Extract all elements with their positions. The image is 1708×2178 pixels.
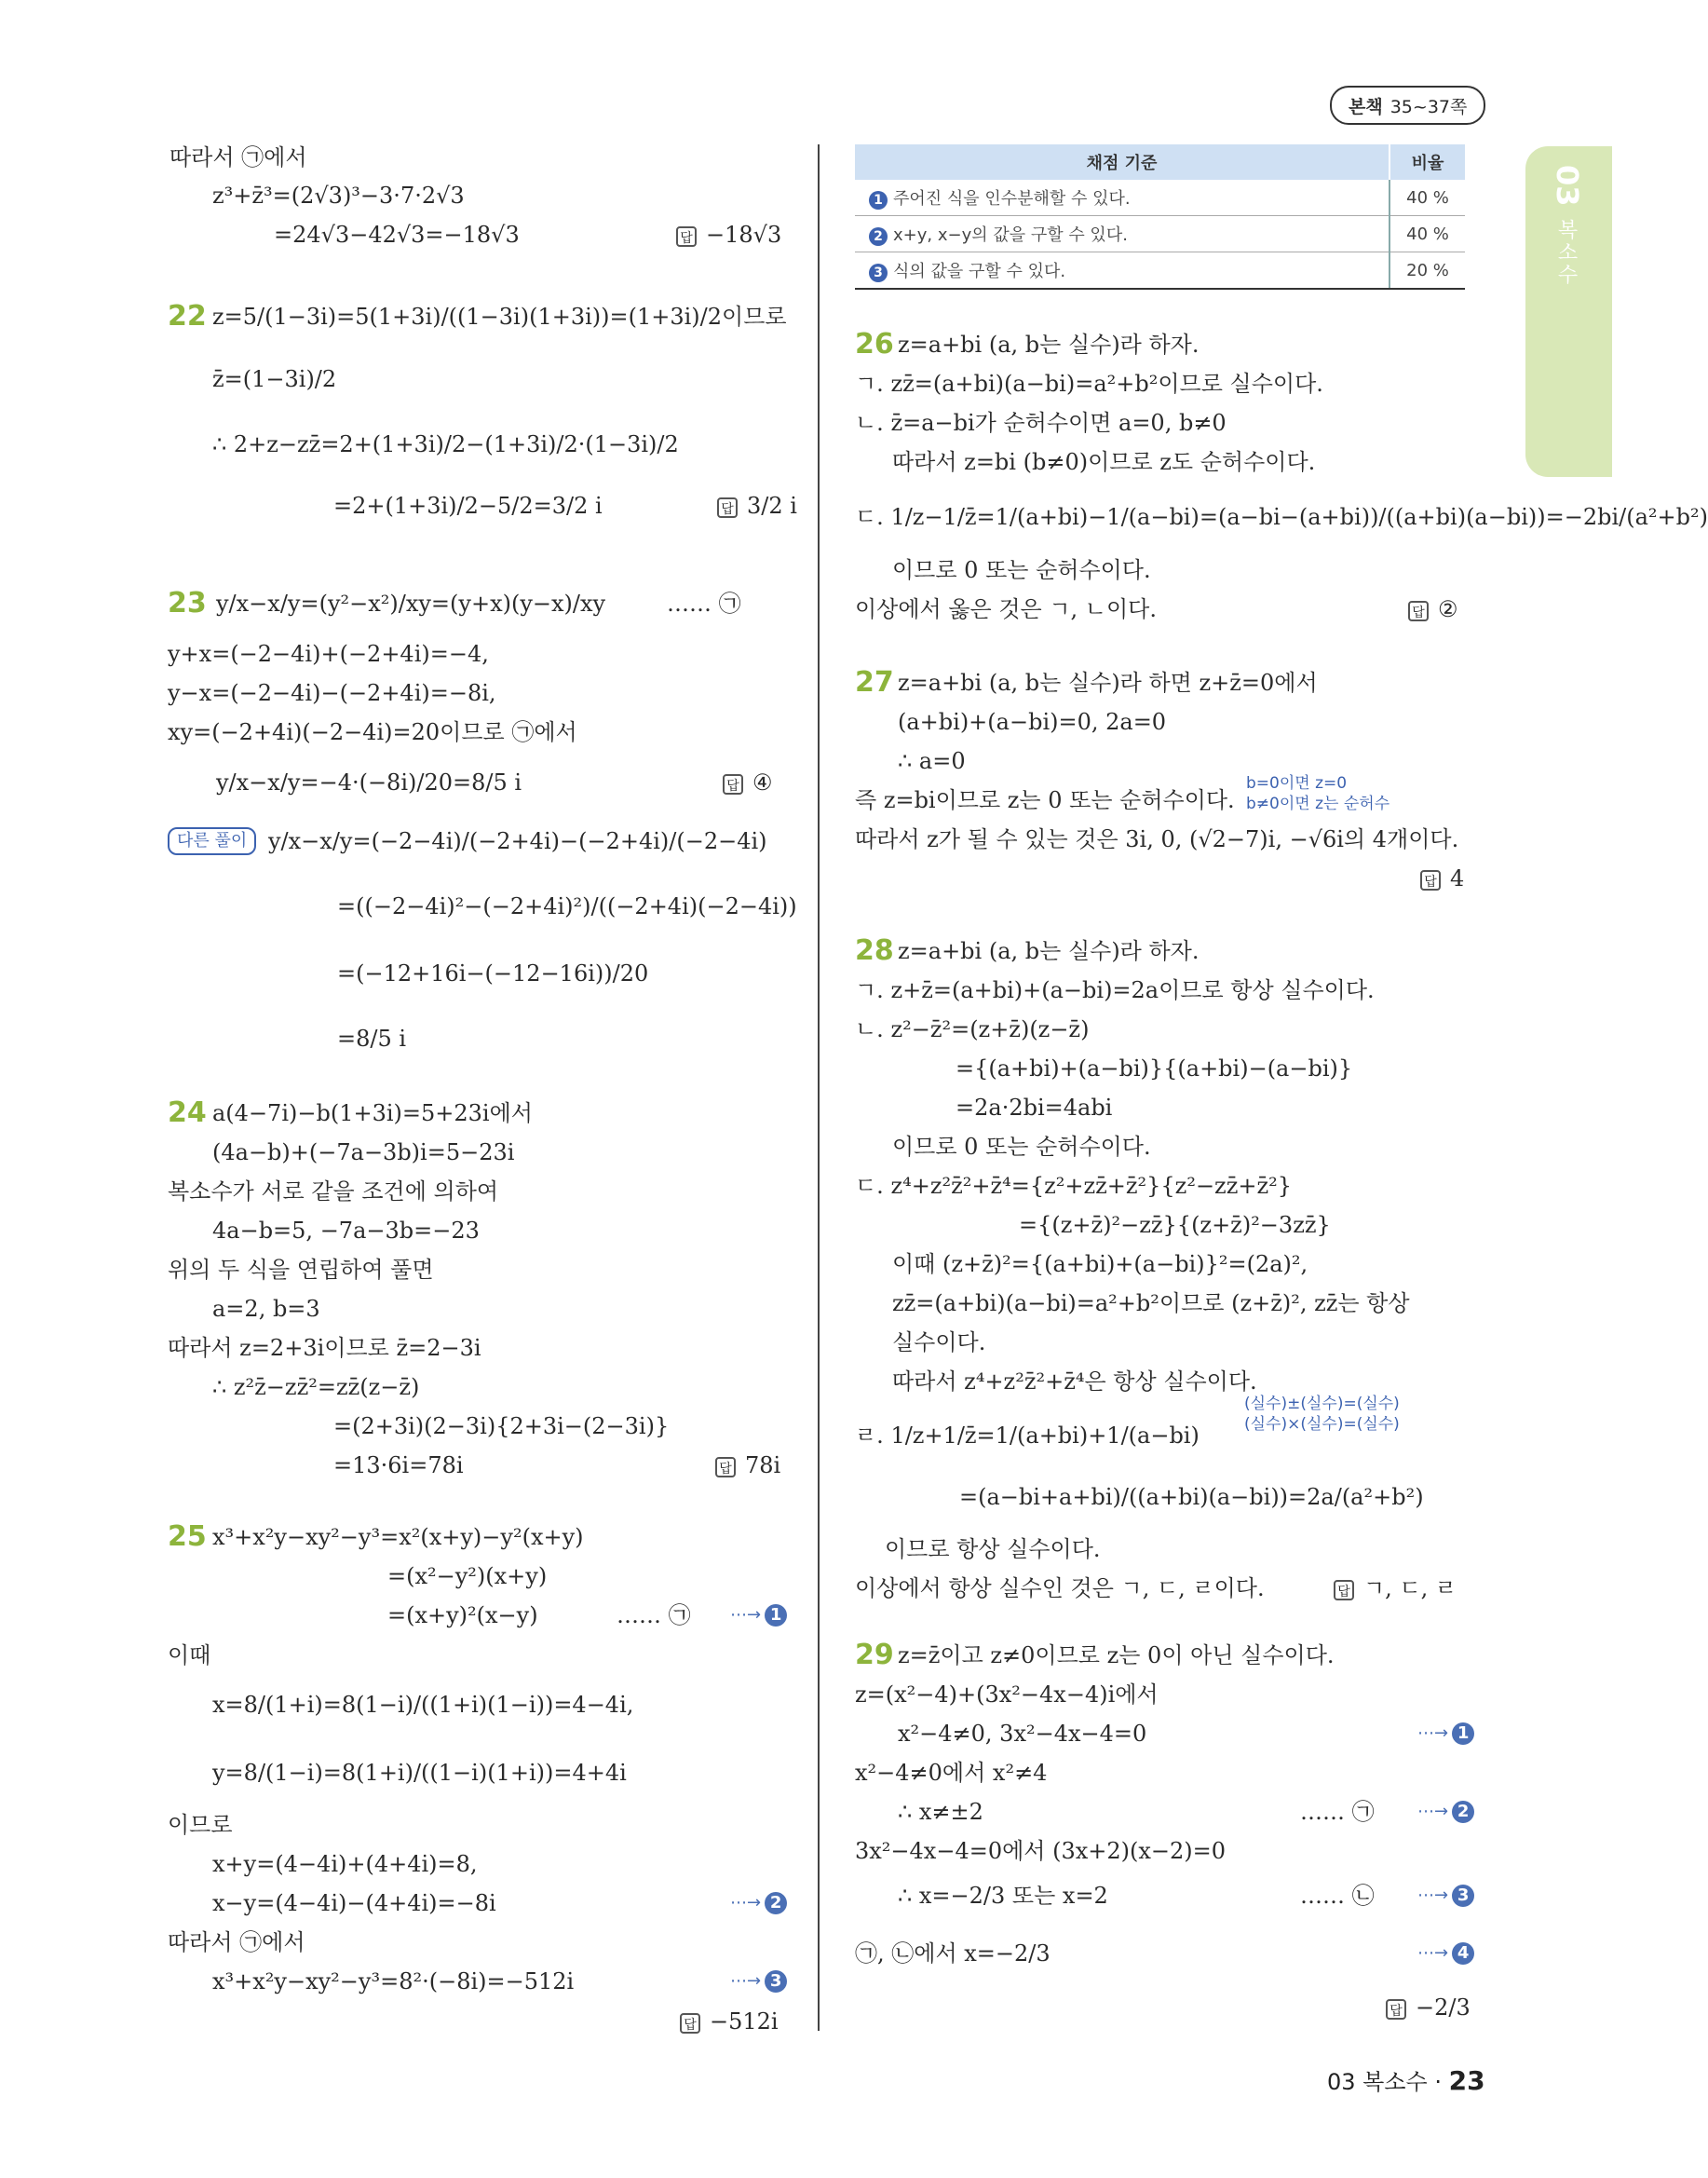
answer-21: 답 −18√3 [676,221,781,249]
solution-line: ㄱ. zz̄=(a+bi)(a−bi)=a²+b²이므로 실수이다. [855,371,1323,397]
answer-icon: 답 [1408,601,1429,621]
solution-line: 복소수가 서로 같을 조건에 의하여 [168,1178,499,1205]
solution-line: x³+x²y−xy²−y³=8²·(−8i)=−512i [212,1968,575,1994]
solution-line: 실수이다. [892,1329,986,1355]
table-row: 3 식의 값을 구할 수 있다. 20 % [855,252,1465,290]
side-note: b=0이면 z=0 [1246,774,1348,793]
solution-line: 따라서 z=bi (b≠0)이므로 z도 순허수이다. [892,449,1316,475]
scoring-step-2: ⋯→ 2 [1417,1799,1474,1825]
chapter-number: 03 [1550,165,1585,207]
solution-line: y/x−x/y=(y²−x²)/xy=(y+x)(y−x)/xy [216,591,606,617]
answer-icon: 답 [717,497,738,518]
solution-line: 이상에서 옳은 것은 ㄱ, ㄴ이다. [855,596,1157,622]
solution-line: =(−12+16i−(−12−16i))/20 [337,960,649,987]
answer-25: 답 −512i [680,2008,779,2035]
scoring-step-3: ⋯→ 3 [1417,1883,1474,1909]
solution-line: ∴ a=0 [898,748,966,774]
alternative-solution-label: 다른 풀이 [168,827,256,855]
answer-icon: 답 [676,226,697,247]
scoring-step-1: ⋯→ 1 [1417,1721,1474,1747]
table-row: 2 x+y, x−y의 값을 구할 수 있다. 40 % [855,216,1465,252]
solution-line: 이므로 0 또는 순허수이다. [892,1134,1151,1160]
solution-line: =(2+3i)(2−3i){2+3i−(2−3i)} [333,1413,670,1439]
solution-line: ㄴ. z²−z̄²=(z+z̄)(z−z̄) [855,1016,1090,1042]
answer-23: 답 ④ [723,769,773,796]
answer-icon: 답 [1386,1999,1406,2020]
textbook-page-reference-badge: 본책 35~37쪽 [1330,86,1485,125]
scoring-step-2: ⋯→ 2 [730,1890,787,1916]
criteria-number: 1 [869,191,888,210]
problem-number-23: 23 [168,587,207,619]
solution-line: z=a+bi (a, b는 실수)라 하자. [898,938,1200,964]
answer-icon: 답 [680,2013,700,2034]
solution-line: 따라서 z가 될 수 있는 것은 3i, 0, (√2−7)i, −√6i의 4개이다. [855,826,1459,852]
solution-line: 위의 두 식을 연립하여 풀면 [168,1257,434,1283]
solution-line: x²−4≠0, 3x²−4x−4=0 [898,1721,1147,1747]
ratio-header: 비율 [1389,144,1465,180]
solution-line: =2+(1+3i)/2−5/2=3/2 i [333,493,603,519]
footer-chapter: 03 복소수 · [1327,2069,1442,2095]
answer-icon: 답 [723,774,743,795]
side-note: (실수)×(실수)=(실수) [1244,1415,1400,1434]
solution-line: ={(z+z̄)²−zz̄}{(z+z̄)²−3zz̄} [1019,1212,1331,1238]
criteria-number: 3 [869,264,888,282]
page-footer [1327,2063,1485,2096]
solution-line: (4a−b)+(−7a−3b)i=5−23i [212,1139,515,1165]
solution-line: 이때 (z+z̄)²={(a+bi)+(a−bi)}²=(2a)², [892,1251,1308,1277]
solution-line: 이므로 항상 실수이다. [885,1536,1101,1562]
solution-line: x²−4≠0에서 x²≠4 [855,1760,1048,1786]
answer-26: 답 ② [1408,595,1458,623]
solution-line: z=z̄이고 z≠0이므로 z는 0이 아닌 실수이다. [898,1642,1335,1668]
solution-line: ㄹ. 1/z+1/z̄=1/(a+bi)+1/(a−bi) [855,1423,1200,1449]
answer-27: 답 4 [1420,864,1464,892]
solution-line: y−x=(−2−4i)−(−2+4i)=−8i, [168,680,496,706]
solution-line: 즉 z=bi이므로 z는 0 또는 순허수이다. [855,787,1235,813]
problem-number-24: 24 [168,1096,207,1129]
solution-line: y=8/(1−i)=8(1+i)/((1−i)(1+i))=4+4i [212,1760,627,1786]
answer-icon: 답 [715,1457,736,1477]
page-number: 23 [1448,2065,1485,2096]
solution-line: z=(x²−4)+(3x²−4x−4)i에서 [855,1681,1159,1708]
answer-22: 답 3/2 i [717,492,797,520]
solution-line: xy=(−2+4i)(−2−4i)=20이므로 ㉠에서 [168,719,577,745]
equation-mark: …… ㉠ [1300,1799,1375,1825]
column-divider [818,144,820,2031]
solution-line: ㄷ. 1/z−1/z̄=1/(a+bi)−1/(a−bi)=(a−bi−(a+bi))/((a+bi)(a−bi))=−2bi/(a²+b²) [855,504,1708,530]
solution-line: y/x−x/y=(−2−4i)/(−2+4i)−(−2+4i)/(−2−4i) [268,828,767,854]
solution-line: =(x²−y²)(x+y) [387,1563,548,1589]
answer-29: 답 −2/3 [1386,1994,1471,2021]
equation-mark: …… ㉠ [617,1602,691,1628]
chapter-title: 복소수 [1554,219,1578,286]
scoring-step-3: ⋯→ 3 [730,1968,787,1994]
solution-line: z=a+bi (a, b는 실수)라 하면 z+z̄=0에서 [898,670,1318,696]
solution-line: =(a−bi+a+bi)/((a+bi)(a−bi))=2a/(a²+b²) [959,1484,1424,1510]
solution-line: 이때 [168,1642,211,1668]
solution-line: z³+z̄³=(2√3)³−3·7·2√3 [212,183,465,209]
solution-line: 이상에서 항상 실수인 것은 ㄱ, ㄷ, ㄹ이다. [855,1575,1265,1601]
solution-line: x+y=(4−4i)+(4+4i)=8, [212,1851,478,1877]
criteria-header: 채점 기준 [855,144,1389,180]
answer-28: 답 ㄱ, ㄷ, ㄹ [1334,1574,1457,1602]
solution-line: ㄱ. z+z̄=(a+bi)+(a−bi)=2a이므로 항상 실수이다. [855,977,1375,1003]
equation-mark: …… ㉠ [667,591,741,617]
solution-line: ∴ z²z̄−zz̄²=zz̄(z−z̄) [212,1374,420,1400]
solution-line: z̄=(1−3i)/2 [212,366,337,392]
solution-line: zz̄=(a+bi)(a−bi)=a²+b²이므로 (z+z̄)², zz̄는 항상 [892,1290,1410,1316]
chapter-side-tab[interactable] [1525,146,1612,477]
solution-line: (a+bi)+(a−bi)=0, 2a=0 [898,709,1167,735]
scoring-step-4: ⋯→ 4 [1417,1940,1474,1967]
solution-line: =((−2−4i)²−(−2+4i)²)/((−2+4i)(−2−4i)) [337,893,797,919]
solution-line: ㄴ. z̄=a−bi가 순허수이면 a=0, b≠0 [855,410,1227,436]
solution-line: =13·6i=78i [333,1452,464,1478]
solution-line: =24√3−42√3=−18√3 [274,222,520,248]
solution-line: x=8/(1+i)=8(1−i)/((1+i)(1−i))=4−4i, [212,1692,634,1718]
scoring-step-1: ⋯→ 1 [730,1602,787,1628]
solution-line: ∴ x=−2/3 또는 x=2 [898,1883,1108,1909]
solution-line: =2a·2bi=4abi [956,1095,1113,1121]
problem-number-25: 25 [168,1520,207,1553]
side-note: (실수)±(실수)=(실수) [1244,1395,1400,1413]
problem-number-26: 26 [855,328,894,361]
solution-line: 따라서 ㉠에서 [168,1929,305,1955]
solution-line: 이므로 0 또는 순허수이다. [892,557,1151,583]
problem-number-22: 22 [168,300,207,333]
solution-line: 3x²−4x−4=0에서 (3x+2)(x−2)=0 [855,1838,1227,1864]
problem-number-29: 29 [855,1639,894,1671]
solution-line: z=a+bi (a, b는 실수)라 하자. [898,332,1200,358]
solution-line: a(4−7i)−b(1+3i)=5+23i에서 [212,1100,533,1126]
side-note: b≠0이면 z는 순허수 [1246,795,1390,813]
solution-line: =(x+y)²(x−y) [387,1602,538,1628]
solution-line: ㄷ. z⁴+z²z̄²+z̄⁴={z²+zz̄+z̄²}{z²−zz̄+z̄²} [855,1173,1292,1199]
answer-icon: 답 [1334,1580,1354,1600]
problem-number-28: 28 [855,934,894,967]
scoring-criteria-table [855,144,1465,290]
solution-line: 따라서 ㉠에서 [169,144,307,170]
solution-line: a=2, b=3 [212,1296,320,1322]
problem-number-27: 27 [855,666,894,699]
solution-line: =8/5 i [337,1026,407,1052]
table-row: 1 주어진 식을 인수분해할 수 있다. 40 % [855,180,1465,216]
solution-line: 따라서 z=2+3i이므로 z̄=2−3i [168,1335,481,1361]
answer-24: 답 78i [715,1451,780,1479]
solution-line: x−y=(4−4i)−(4+4i)=−8i [212,1890,496,1916]
solution-line: ∴ x≠±2 [898,1799,983,1825]
solution-line: z=5/(1−3i)=5(1+3i)/((1−3i)(1+3i))=(1+3i)/2이므로 [212,304,787,330]
solution-line: ㉠, ㉡에서 x=−2/3 [855,1940,1051,1967]
solution-line: 이므로 [168,1812,233,1838]
solution-line: ={(a+bi)+(a−bi)}{(a+bi)−(a−bi)} [956,1055,1353,1082]
solution-line: ∴ 2+z−zz̄=2+(1+3i)/2−(1+3i)/2·(1−3i)/2 [212,431,679,457]
solution-line: 따라서 z⁴+z²z̄²+z̄⁴은 항상 실수이다. [892,1368,1257,1395]
solution-line: y+x=(−2−4i)+(−2+4i)=−4, [168,641,489,667]
equation-mark: …… ㉡ [1300,1883,1375,1909]
solution-line: 4a−b=5, −7a−3b=−23 [212,1218,480,1244]
solution-line: y/x−x/y=−4·(−8i)/20=8/5 i [216,769,522,796]
solution-line: x³+x²y−xy²−y³=x²(x+y)−y²(x+y) [212,1524,584,1550]
criteria-number: 2 [869,227,888,246]
answer-icon: 답 [1420,870,1441,891]
